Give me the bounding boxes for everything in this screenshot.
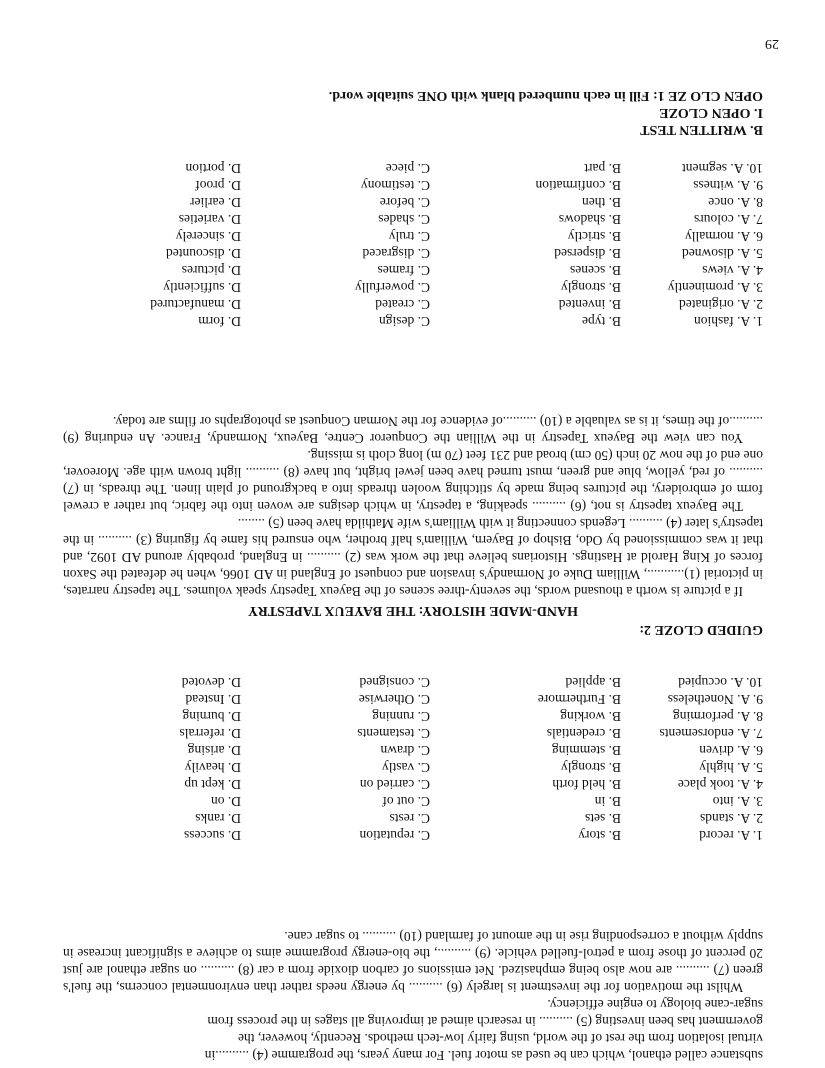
option-c: C. testaments <box>357 726 430 741</box>
option-c: C. powerfully <box>355 280 430 295</box>
option-a: 4. A. views <box>702 263 763 278</box>
option-row <box>63 759 763 776</box>
option-row <box>63 725 763 742</box>
option-c: C. rests <box>389 811 430 826</box>
option-row <box>63 827 763 844</box>
option-row <box>63 674 763 691</box>
option-b: B. story <box>578 828 621 843</box>
option-c: C. Otherwise <box>358 692 430 707</box>
option-b: B. dispersed <box>554 246 621 261</box>
option-a: 2. A. stands <box>699 811 763 826</box>
option-row <box>63 177 763 194</box>
passage-line: government has been investing (5) .......... in research aimed at improving all stages in the process from <box>207 1014 763 1029</box>
option-b: B. part <box>584 161 621 176</box>
section-heading: B. WRITTEN TEST <box>640 122 763 137</box>
option-a: 8. A. once <box>708 195 763 210</box>
passage-line: sugar-cane biology to engine efficiency. <box>547 997 763 1012</box>
option-c: C. out of <box>382 794 430 809</box>
option-a: 3. A. into <box>712 794 763 809</box>
option-c: C. carried on <box>359 777 430 792</box>
option-a: 9. A. Nonetheless <box>667 692 763 707</box>
option-a: 9. A. witness <box>693 178 763 193</box>
option-row <box>63 776 763 793</box>
passage-paragraph: Whilst the motivation for the investment is largely (6) .......... by energy needs rather than environmental concerns, the fuel's green (7) .......... are now also being emphasized. Net emissions of carbon dioxide from a car (8) .......... on sugar ethanol are just 20 percent of those from a petrol-fuelled vehicle. (9) .........., the bio-energy programme aims to achieve a significant increase in supply without a corresponding rise in the amount of farmland (10) .......... to sugar cane. <box>63 929 763 995</box>
option-a: 6. A. driven <box>699 743 763 758</box>
option-b: B. scenes <box>570 263 621 278</box>
option-d: D. devoted <box>181 675 241 690</box>
option-a: 10. A. segment <box>682 161 763 176</box>
option-row <box>63 708 763 725</box>
passage-paragraph: If a picture is worth a thousand words, the seventy-three scenes of the Bayeux Tapestry speak volumes. The tapestry narrates, in pictorial (1)..........., William Duke of Normandy's invasion and conquest of England in AD 1066, when he defeated the Saxon forces of King Harold at Hastings. Historians believe that the work was (2) .......... in England, probably around AD 1092, and that it was commissioned by Odo, Bishop of Bayern, William's half brother, who ensured his fame by figuring (3) .......... in the tapestry's later (4) .......... Legends connecting it with William's wife Mathilda have been (5) ........ <box>63 516 763 599</box>
option-c: C. design <box>378 314 430 329</box>
option-c: C. piece <box>385 161 430 176</box>
option-b: B. then <box>582 195 621 210</box>
option-row <box>63 742 763 759</box>
option-c: C. frames <box>377 263 430 278</box>
option-c: C. created <box>375 297 430 312</box>
option-b: B. in <box>594 794 621 809</box>
option-c: C. shades <box>378 212 430 227</box>
option-row <box>63 228 763 245</box>
option-d: D. portion <box>185 161 241 176</box>
option-d: D. arising <box>187 743 241 758</box>
passage-line: virtual isolation from the rest of the world, using fairly low-tech methods. Recently, however, the <box>238 1031 763 1046</box>
option-d: D. varieties <box>178 212 241 227</box>
option-b: B. applied <box>565 675 621 690</box>
option-row <box>63 211 763 228</box>
option-c: C. truly <box>388 229 430 244</box>
option-row <box>63 245 763 262</box>
option-a: 3. A. prominently <box>667 280 763 295</box>
passage-paragraph: The Bayeux tapestry is not, (6) .......... speaking, a tapestry, in which designs are woven into the fabric, but rather a crewel form of embroidery, the pictures being made by stitching woolen threads into a background of plain linen. The threads, in (7) .......... of red, yellow, blue and green, must turned have been jewel bright, but have (8) .......... light brown with age. Moreover, one end of the now 20 inch (50 cm) broad and 231 feet (70 m) long cloth is missing. <box>63 448 763 514</box>
options-table-1 <box>63 674 763 844</box>
passage-continued <box>63 928 763 1064</box>
option-a: 1. A. record <box>699 828 763 843</box>
option-row <box>63 296 763 313</box>
option-a: 6. A. normally <box>685 229 763 244</box>
option-b: B. confirmation <box>535 178 621 193</box>
option-d: D. proof <box>195 178 241 193</box>
option-d: D. heavily <box>184 760 241 775</box>
option-d: D. discounted <box>166 246 241 261</box>
option-a: 5. A. disowned <box>682 246 763 261</box>
guided-cloze-section <box>63 413 763 638</box>
option-c: C. consigned <box>359 675 430 690</box>
option-a: 7. A. colours <box>694 212 763 227</box>
subsection-heading: I. OPEN CLOZE <box>659 105 763 120</box>
option-row <box>63 160 763 177</box>
option-b: B. strictly <box>567 229 621 244</box>
option-d: D. manufactured <box>150 297 241 312</box>
option-row <box>63 262 763 279</box>
option-row <box>63 793 763 810</box>
option-b: B. stemming <box>551 743 621 758</box>
option-a: 7. A. endorsements <box>659 726 763 741</box>
option-d: D. success <box>184 828 241 843</box>
option-b: B. type <box>582 314 621 329</box>
option-row <box>63 279 763 296</box>
option-c: C. testimony <box>360 178 430 193</box>
option-a: 8. A. performing <box>673 709 763 724</box>
option-b: B. strongly <box>560 760 621 775</box>
option-b: B. invented <box>558 297 621 312</box>
option-c: C. before <box>379 195 430 210</box>
option-row <box>63 313 763 330</box>
section-heading: GUIDED CLOZE 2: <box>639 622 763 637</box>
option-d: D. ranks <box>195 811 241 826</box>
passage-paragraph: You can view the Bayeux Tapestry in the Willian the Conqueror Centre, Bayeux, Normandy, France. An enduring (9) ..........of the times, it is as valuable a (10) ..........of evidence for the Norman Conquest as photographs or films are today. <box>63 414 763 446</box>
option-b: B. sets <box>584 811 621 826</box>
option-d: D. sincerely <box>175 229 241 244</box>
option-b: B. shadows <box>558 212 621 227</box>
option-d: D. form <box>198 314 241 329</box>
option-b: B. Furthermore <box>537 692 621 707</box>
passage-line: substance called ethanol, which can be used as motor fuel. For many years, the programme (4) ..........in <box>204 1048 763 1063</box>
option-c: C. vastly <box>381 760 430 775</box>
instruction: OPEN CLO ZE 1: Fill in each numbered blank with ONE suitable word. <box>328 88 763 103</box>
option-c: C. running <box>372 709 430 724</box>
option-a: 10. A. occupied <box>678 675 763 690</box>
passage-title: HAND-MADE HISTORY: THE BAYEUX TAPESTRY <box>248 603 578 618</box>
option-d: D. earlier <box>190 195 241 210</box>
option-row <box>63 810 763 827</box>
option-b: B. credentials <box>546 726 621 741</box>
option-d: D. sufficiently <box>163 280 241 295</box>
option-d: D. Instead <box>185 692 241 707</box>
option-row <box>63 194 763 211</box>
written-test-section <box>63 87 763 138</box>
option-c: C. drawn <box>380 743 430 758</box>
option-d: D. on <box>211 794 241 809</box>
option-a: 2. A. originated <box>679 297 763 312</box>
page-number: 29 <box>765 36 779 51</box>
option-c: C. reputation <box>359 828 430 843</box>
option-b: B. working <box>560 709 621 724</box>
option-c: C. disgraced <box>362 246 430 261</box>
option-d: D. burning <box>182 709 241 724</box>
option-b: B. held forth <box>552 777 621 792</box>
option-d: D. pictures <box>181 263 241 278</box>
option-a: 5. A. highly <box>699 760 763 775</box>
option-a: 4. A. took place <box>677 777 763 792</box>
option-a: 1. A. fashion <box>694 314 763 329</box>
option-d: D. referrals <box>179 726 241 741</box>
option-d: D. kept up <box>184 777 241 792</box>
options-table-2 <box>63 160 763 330</box>
option-row <box>63 691 763 708</box>
option-b: B. strongly <box>560 280 621 295</box>
